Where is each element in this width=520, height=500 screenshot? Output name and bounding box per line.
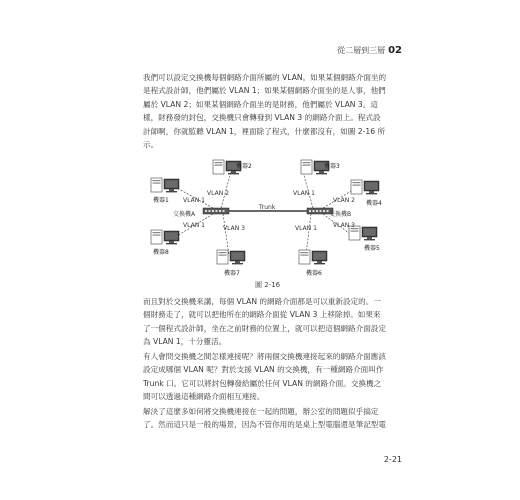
trunk-label: Trunk (259, 204, 276, 211)
machine-1-icon (151, 178, 179, 192)
machine-4-label: 機器4 (366, 200, 382, 207)
vlan-label-b-m5: VLAN 3 (333, 222, 355, 229)
paragraph-4: 解決了這麼多如何將交換機連接在一起的問題，辦公室的問題似乎搞定了。然而這只是一般的場景，因為不管你用的是桌上型電腦還是筆記型電 (143, 407, 386, 430)
machine-2-label: 機器2 (236, 163, 252, 170)
chapter-title: 從二層到三層 (337, 46, 386, 55)
paragraph-2: 而且對於交換機來講，每個 VLAN 的網路介面都是可以重新設定的。一個財務走了，就可以把他所在的網路介面從 VLAN 3 上移除掉。如果來了一個程式設計師，坐在之前財務的位置上，就可以把這個網路介面設定為 VLAN 1，十分靈活。 (143, 297, 386, 347)
switch-a-icon (203, 208, 229, 214)
machine-4-icon (351, 180, 379, 194)
paragraph-1: 我們可以設定交換機每個網路介面所屬的 VLAN。如果某個網路介面坐的是程式設計師，他們屬於 VLAN 1；如果某個網路介面坐的是人事，他們屬於 VLAN 2；如果某個網路介面坐的是財務，他們屬於 VLAN 3。這樣，財務發的封包，交換機只會轉發到 VLAN 3 的網路介面上。程式設計師啊，你就監聽 VLAN 1，裡面除了程式，什麼都沒有，如圖 2-16 所示。 (143, 73, 387, 150)
page-number: 2-21 (383, 455, 402, 464)
machine-8-icon (151, 230, 179, 244)
machine-7-icon (217, 250, 245, 264)
chapter-number: 02 (388, 45, 402, 56)
machine-6-icon (299, 250, 327, 264)
vlan-label-b-m6: VLAN 1 (295, 225, 317, 232)
vlan-label-a-m2: VLAN 2 (207, 190, 229, 197)
vlan-label-b-m3: VLAN 1 (293, 190, 315, 197)
machine-1-label: 機器1 (153, 197, 169, 204)
machine-5-label: 機器5 (364, 245, 380, 252)
vlan-label-a-m1: VLAN 1 (183, 197, 205, 204)
figure-caption: 圖 2-16 (255, 281, 281, 289)
switch-a-label: 交換機A (173, 211, 196, 218)
machine-7-label: 機器7 (224, 270, 240, 277)
machine-6-label: 機器6 (306, 270, 322, 277)
paragraph-3: 有人會問交換機之間怎樣連接呢？將兩個交換機連接起來的網路介面應該設定成哪個 VLAN 呢？對於支援 VLAN 的交換機，有一種網路介面叫作 Trunk 口。它可以將封包轉發給屬於任何 VLAN 的網路介面。交換機之間可以透過這種網路介面相互連接。 (143, 352, 386, 402)
vlan-label-a-m7: VLAN 3 (223, 225, 245, 232)
vlan-label-b-m4: VLAN 2 (333, 197, 355, 204)
machine-8-label: 機器8 (153, 249, 169, 256)
running-header (337, 45, 402, 56)
switch-b-label: 交換機B (329, 211, 352, 218)
vlan-label-a-m8: VLAN 1 (183, 222, 205, 229)
network-diagram (143, 158, 383, 280)
machine-3-label: 機器3 (324, 163, 340, 170)
